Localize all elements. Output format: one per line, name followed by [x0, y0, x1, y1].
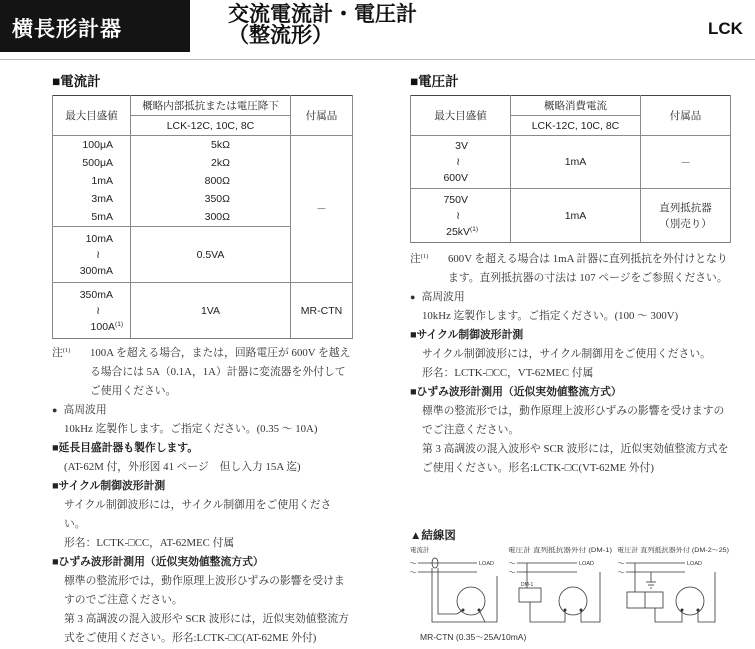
accessory-line: 直列抵抗器 — [659, 201, 712, 214]
series-banner — [0, 0, 190, 52]
cycle-control-heading: ■サイクル制御波形計測 — [52, 480, 166, 492]
footnote-marker — [410, 250, 428, 269]
connection-wire — [581, 572, 600, 622]
range-cell: 5mA — [53, 208, 131, 227]
range-to-value: 100A — [90, 320, 116, 333]
cycle-control-model: 形名：LCTK-□CC，VT-62MEC 付属 — [422, 367, 594, 379]
range-to — [53, 319, 123, 335]
value-cell: 350Ω — [131, 190, 291, 208]
source-symbol: ～ — [409, 568, 417, 577]
cycle-control-model: 形名：LCTK-□CC，AT-62MEC 付属 — [64, 537, 235, 549]
diagram-label: 電流計 — [410, 547, 430, 554]
accessory-cell: MR-CTN — [291, 283, 353, 339]
footnote — [52, 344, 352, 401]
wiring-diagrams — [405, 544, 735, 630]
col-header-model: LCK-12C, 10C, 8C — [131, 116, 291, 136]
ground-icon — [646, 572, 656, 588]
distorted-wave-heading: ■ひずみ波形計測用（近似実効値整流方式） — [410, 386, 622, 398]
wiring-caption: MR-CTN (0.35～25A/10mA) — [420, 632, 527, 642]
col-header-max-scale: 最大目盛値 — [411, 96, 511, 136]
load-label: LOAD — [579, 561, 594, 567]
range-cell — [53, 227, 131, 283]
range-from: 3V — [455, 140, 468, 152]
voltmeter-spec-table — [410, 95, 731, 243]
range-cell: 3mA — [53, 190, 131, 208]
footnote-ref: (1) — [62, 347, 71, 354]
range-separator: ≀ — [456, 156, 460, 168]
distorted-wave-text: 標準の整流形では，動作原理上波形ひずみの影響を受けますのでご注意ください。 — [64, 575, 345, 606]
col-header-accessory: 付属品 — [291, 96, 353, 136]
high-frequency-heading — [52, 401, 352, 420]
table-row — [53, 136, 353, 155]
page-title-line1: 交流電流計・電圧計 — [228, 3, 417, 26]
footnote-marker — [52, 344, 70, 363]
footnote-ref: (1) — [470, 225, 478, 233]
range-to — [411, 224, 478, 240]
range-separator: ≀ — [96, 304, 100, 317]
range-separator: ≀ — [456, 209, 460, 222]
diagram-label: 電圧計 直列抵抗器外付 (DM-1) — [508, 547, 597, 554]
source-symbol: ～ — [409, 559, 417, 568]
cycle-control-heading: ■サイクル制御波形計測 — [410, 329, 524, 341]
connection-wire — [655, 608, 682, 622]
page-title-line2: （整流形） — [228, 24, 333, 47]
value-cell: 800Ω — [131, 172, 291, 190]
value-cell: 2kΩ — [131, 154, 291, 172]
meter-terminal — [564, 609, 567, 612]
high-frequency-label: 高周波用 — [421, 291, 465, 303]
header-divider — [0, 59, 755, 60]
load-label: LOAD — [479, 561, 494, 567]
connection-wire — [698, 572, 715, 622]
range-to: 600V — [443, 172, 468, 184]
series-resistor-box — [519, 588, 541, 602]
range-cell: 100μA — [53, 136, 131, 155]
source-symbol: ～ — [508, 559, 516, 568]
diagram-label: 電圧計 直列抵抗器外付 (DM-2～25) — [617, 547, 720, 554]
diagram-ammeter-ct — [409, 545, 497, 622]
col-header-internal-resistance: 概略内部抵抗または電圧降下 — [131, 96, 291, 116]
col-header-consumption: 概略消費電流 — [511, 96, 641, 116]
footnote-text: 600V を超える場合は 1mA 計器に直列抵抗を外付けとなります。直列抵抗器の寸法は 107 ページをご参照ください。 — [448, 253, 728, 284]
ammeter-heading: ■電流計 — [52, 74, 101, 89]
footnote-ref: (1) — [420, 253, 429, 260]
footnote — [410, 250, 732, 288]
ammeter-spec-table — [52, 95, 353, 339]
distorted-wave-text: 第 3 高調波の混入波形や SCR 波形には，近似実効値整流方式をご使用ください。形名:LCTK-□C(AT-62ME 外付) — [64, 613, 349, 644]
table-row — [53, 283, 353, 339]
footnote-ref: (1) — [115, 320, 123, 328]
distorted-wave-text: 第 3 高調波の混入波形や SCR 波形には，近似実効値整流方式をご使用ください。形名:LCTK-□C(VT-62ME 外付) — [422, 443, 729, 474]
range-to: 300mA — [79, 264, 113, 277]
bullet-icon: ● — [52, 405, 58, 415]
range-to-value: 25kV — [446, 225, 471, 238]
source-symbol: ～ — [508, 568, 516, 577]
table-row — [411, 136, 731, 189]
footnote-label: 注 — [410, 253, 421, 265]
accessory-cell: － — [641, 136, 731, 189]
wiring-heading: ▲結線図 — [410, 530, 456, 542]
value-cell: 1mA — [511, 136, 641, 189]
meter-terminal — [681, 609, 684, 612]
accessory-cell: － — [291, 136, 353, 283]
range-cell — [411, 136, 511, 189]
voltmeter-heading: ■電圧計 — [410, 74, 459, 89]
footnote-text: 100A を超える場合，または，回路電圧が 600V を越える場合には 5A（0.1A，1A）計器に変流器を外付してご使用ください。 — [90, 347, 351, 397]
value-cell: 1mA — [511, 189, 641, 243]
footnote-label: 注 — [52, 347, 63, 359]
range-cell: 500μA — [53, 154, 131, 172]
range-cell — [53, 283, 131, 339]
extended-scale-heading: ■延長目盛計器も製作します。 — [52, 442, 199, 454]
col-header-model: LCK-12C, 10C, 8C — [511, 116, 641, 136]
extended-scale-text: (AT-62M 付，外形図 41 ページ 但し入力 15A 迄) — [64, 461, 301, 473]
range-from: 750V — [443, 193, 468, 206]
model-code: LCK — [708, 19, 743, 38]
value-cell: 1VA — [131, 283, 291, 339]
range-cell: 1mA — [53, 172, 131, 190]
load-label: LOAD — [687, 561, 702, 567]
col-header-accessory: 付属品 — [641, 96, 731, 136]
cycle-control-text: サイクル制御波形には，サイクル制御用をご使用ください。 — [422, 348, 711, 360]
source-symbol: ～ — [617, 568, 625, 577]
high-frequency-text: 10kHz 迄製作します。ご指定ください。(0.35 ～ 10A) — [64, 423, 318, 435]
high-frequency-label: 高周波用 — [63, 404, 107, 416]
meter-symbol — [559, 587, 587, 615]
distorted-wave-heading: ■ひずみ波形計測用（近似実効値整流方式） — [52, 556, 264, 568]
cycle-control-text: サイクル制御波形には，サイクル制御用をご使用ください。 — [64, 499, 332, 530]
table-row — [411, 189, 731, 243]
high-frequency-text: 10kHz 迄製作します。ご指定ください。(100 ～ 300V) — [422, 310, 679, 322]
accessory-cell — [641, 189, 731, 243]
meter-lead — [457, 610, 485, 622]
meter-symbol — [676, 587, 704, 615]
secondary-wire — [438, 568, 457, 614]
range-from: 350mA — [79, 288, 113, 301]
diagram-voltmeter-dm1 — [508, 545, 612, 622]
source-symbol: ～ — [617, 559, 625, 568]
range-from: 10mA — [85, 232, 113, 245]
resistor-label: DM-1 — [521, 582, 534, 588]
series-title: 横長形計器 — [12, 18, 122, 41]
value-cell: 300Ω — [131, 208, 291, 227]
accessory-line: （別売り） — [659, 217, 712, 230]
high-frequency-heading — [410, 288, 732, 307]
diagram-voltmeter-dm2 — [617, 545, 729, 622]
voltmeter-notes — [410, 250, 732, 478]
value-cell: 0.5VA — [131, 227, 291, 283]
col-header-max-scale: 最大目盛値 — [53, 96, 131, 136]
range-separator: ≀ — [96, 248, 100, 261]
ammeter-notes — [52, 344, 352, 648]
bullet-icon: ● — [410, 292, 416, 302]
distorted-wave-text: 標準の整流形では，動作原理上波形ひずみの影響を受けますのでご注意ください。 — [422, 405, 725, 436]
range-cell — [411, 189, 511, 243]
value-cell: 5kΩ — [131, 136, 291, 155]
page-title — [228, 4, 417, 46]
